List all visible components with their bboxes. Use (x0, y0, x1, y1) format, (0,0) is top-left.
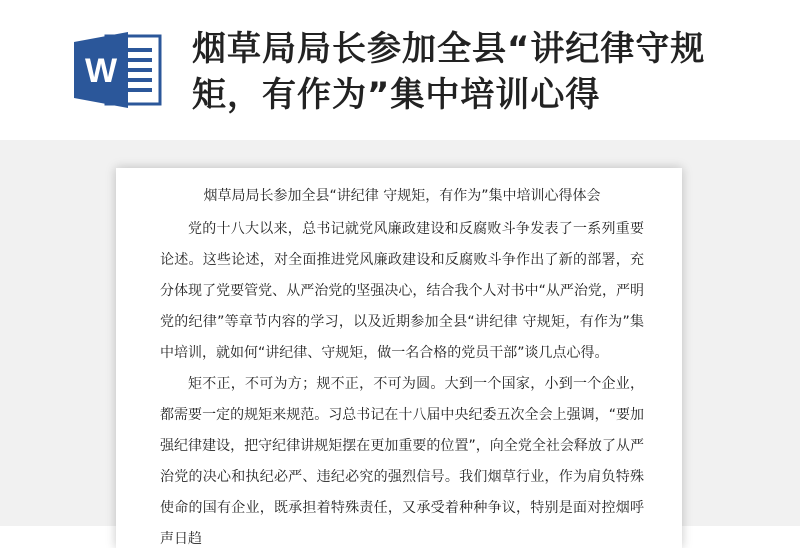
document-page (116, 168, 682, 548)
svg-text:W: W (84, 52, 118, 90)
document-title: 烟草局局长参加全县“讲纪律守规矩，有作为”集中培训心得 (192, 29, 706, 115)
document-heading: 烟草局局长参加全县“讲纪律 守规矩，有作为”集中培训心得体会 (203, 188, 601, 204)
document-paragraph: 党的十八大以来，总书记就党风廉政建设和反腐败斗争发表了一系列重要论述。这些论述，对全面推进党风廉政建设和反腐败斗争作出了新的部署，充分体现了党要管党、从严治党的坚强决心，结合我个人对书中“从严治党，严明党的纪律”等章节内容的学习，以及近期参加全县“讲纪律 守规矩，有作为”集中培训，就如何“讲纪律、守规矩，做一名合格的党员干部”谈几点心得。 (160, 221, 644, 361)
word-document-icon (72, 30, 164, 110)
document-paragraph: 矩不正，不可为方；规不正，不可为圆。大到一个国家，小到一个企业，都需要一定的规矩来规范。习总书记在十八届中央纪委五次全会上强调，“要加强纪律建设，把守纪律讲规矩摆在更加重要的位置”，向全党全社会释放了从严治党的决心和执纪必严、违纪必究的强烈信号。我们烟草行业，作为肩负特殊使命的国有企业，既承担着特殊责任，又承受着种种争议，特别是面对控烟呼声日趋 (160, 376, 644, 547)
header-banner (0, 0, 800, 140)
